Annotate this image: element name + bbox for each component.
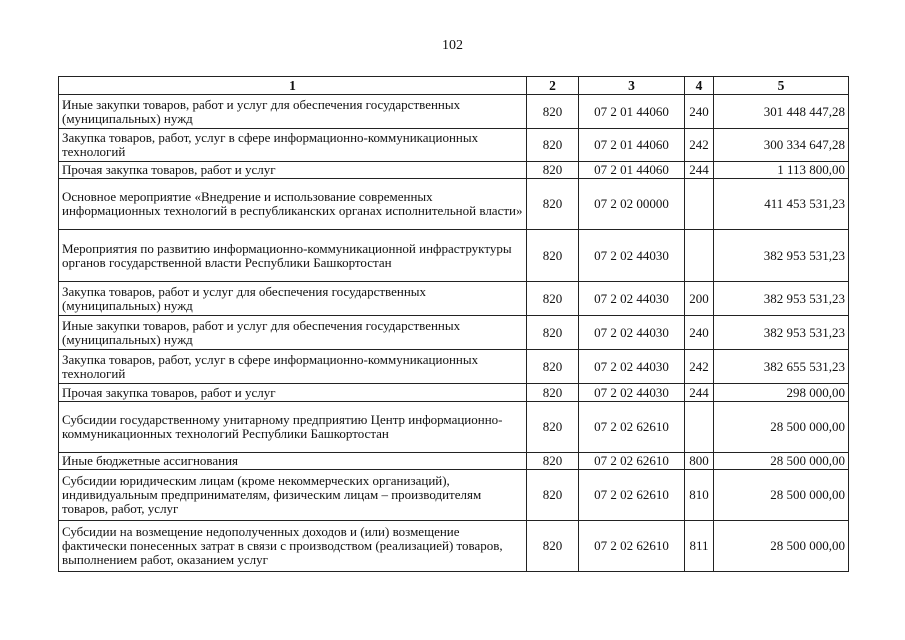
amount-cell: 301 448 447,28 [714, 95, 849, 129]
program-code-cell: 07 2 01 44060 [579, 95, 685, 129]
column-header-3: 3 [579, 77, 685, 95]
expense-type-cell: 811 [685, 521, 714, 572]
ministry-code-cell: 820 [527, 402, 579, 453]
amount-cell: 382 953 531,23 [714, 282, 849, 316]
program-code-cell: 07 2 02 44030 [579, 384, 685, 402]
item-name-cell: Иные бюджетные ассигнования [59, 453, 527, 470]
expense-type-cell: 240 [685, 316, 714, 350]
table-row [59, 350, 849, 384]
expense-type-cell [685, 179, 714, 230]
expense-type-cell: 244 [685, 162, 714, 179]
expense-type-cell: 240 [685, 95, 714, 129]
table-row [59, 282, 849, 316]
ministry-code-cell: 820 [527, 384, 579, 402]
table-row [59, 521, 849, 572]
table-row [59, 470, 849, 521]
item-name-cell: Прочая закупка товаров, работ и услуг [59, 162, 527, 179]
item-name-cell: Иные закупки товаров, работ и услуг для обеспечения государственных (муниципальных) нужд [59, 95, 527, 129]
ministry-code-cell: 820 [527, 350, 579, 384]
amount-cell: 28 500 000,00 [714, 453, 849, 470]
item-name-cell: Субсидии на возмещение недополученных доходов и (или) возмещение фактически понесенных затрат в связи с производством (реализацией) товаров, выполнением работ, оказанием услуг [59, 521, 527, 572]
ministry-code-cell: 820 [527, 162, 579, 179]
amount-cell: 28 500 000,00 [714, 521, 849, 572]
item-name-cell: Субсидии юридическим лицам (кроме некоммерческих организаций), индивидуальным предпринимателям, физическим лицам – производителям товаров, работ, услуг [59, 470, 527, 521]
ministry-code-cell: 820 [527, 282, 579, 316]
item-name-cell: Закупка товаров, работ и услуг для обеспечения государственных (муниципальных) нужд [59, 282, 527, 316]
program-code-cell: 07 2 02 62610 [579, 470, 685, 521]
budget-table [58, 76, 849, 572]
page-number: 102 [442, 38, 463, 53]
expense-type-cell: 810 [685, 470, 714, 521]
table-row [59, 453, 849, 470]
item-name-cell: Иные закупки товаров, работ и услуг для обеспечения государственных (муниципальных) нужд [59, 316, 527, 350]
table-row [59, 95, 849, 129]
program-code-cell: 07 2 02 62610 [579, 521, 685, 572]
table-row [59, 230, 849, 282]
item-name-cell: Закупка товаров, работ, услуг в сфере информационно-коммуникационных технологий [59, 129, 527, 162]
table-row [59, 129, 849, 162]
ministry-code-cell: 820 [527, 470, 579, 521]
ministry-code-cell: 820 [527, 453, 579, 470]
item-name-cell: Основное мероприятие «Внедрение и использование современных информационных технологий в республиканских органах исполнительной власти» [59, 179, 527, 230]
program-code-cell: 07 2 02 44030 [579, 316, 685, 350]
expense-type-cell: 242 [685, 129, 714, 162]
column-header-5: 5 [714, 77, 849, 95]
amount-cell: 298 000,00 [714, 384, 849, 402]
table-row [59, 402, 849, 453]
amount-cell: 382 953 531,23 [714, 230, 849, 282]
ministry-code-cell: 820 [527, 521, 579, 572]
program-code-cell: 07 2 02 62610 [579, 453, 685, 470]
program-code-cell: 07 2 02 44030 [579, 230, 685, 282]
table-row [59, 384, 849, 402]
amount-cell: 411 453 531,23 [714, 179, 849, 230]
column-header-1: 1 [59, 77, 527, 95]
item-name-cell: Прочая закупка товаров, работ и услуг [59, 384, 527, 402]
header-row [59, 77, 849, 95]
table-row [59, 162, 849, 179]
program-code-cell: 07 2 01 44060 [579, 162, 685, 179]
amount-cell: 1 113 800,00 [714, 162, 849, 179]
amount-cell: 382 953 531,23 [714, 316, 849, 350]
table-row [59, 316, 849, 350]
amount-cell: 300 334 647,28 [714, 129, 849, 162]
expense-type-cell: 244 [685, 384, 714, 402]
item-name-cell: Мероприятия по развитию информационно-коммуникационной инфраструктуры органов государственной власти Республики Башкортостан [59, 230, 527, 282]
ministry-code-cell: 820 [527, 179, 579, 230]
program-code-cell: 07 2 02 62610 [579, 402, 685, 453]
expense-type-cell: 200 [685, 282, 714, 316]
ministry-code-cell: 820 [527, 95, 579, 129]
program-code-cell: 07 2 02 44030 [579, 350, 685, 384]
program-code-cell: 07 2 01 44060 [579, 129, 685, 162]
item-name-cell: Субсидии государственному унитарному предприятию Центр информационно-коммуникационных технологий Республики Башкортостан [59, 402, 527, 453]
program-code-cell: 07 2 02 44030 [579, 282, 685, 316]
expense-type-cell [685, 230, 714, 282]
expense-type-cell [685, 402, 714, 453]
expense-type-cell: 800 [685, 453, 714, 470]
amount-cell: 28 500 000,00 [714, 402, 849, 453]
column-header-4: 4 [685, 77, 714, 95]
expense-type-cell: 242 [685, 350, 714, 384]
ministry-code-cell: 820 [527, 129, 579, 162]
program-code-cell: 07 2 02 00000 [579, 179, 685, 230]
item-name-cell: Закупка товаров, работ, услуг в сфере информационно-коммуникационных технологий [59, 350, 527, 384]
amount-cell: 382 655 531,23 [714, 350, 849, 384]
table-row [59, 179, 849, 230]
amount-cell: 28 500 000,00 [714, 470, 849, 521]
ministry-code-cell: 820 [527, 230, 579, 282]
ministry-code-cell: 820 [527, 316, 579, 350]
column-header-2: 2 [527, 77, 579, 95]
